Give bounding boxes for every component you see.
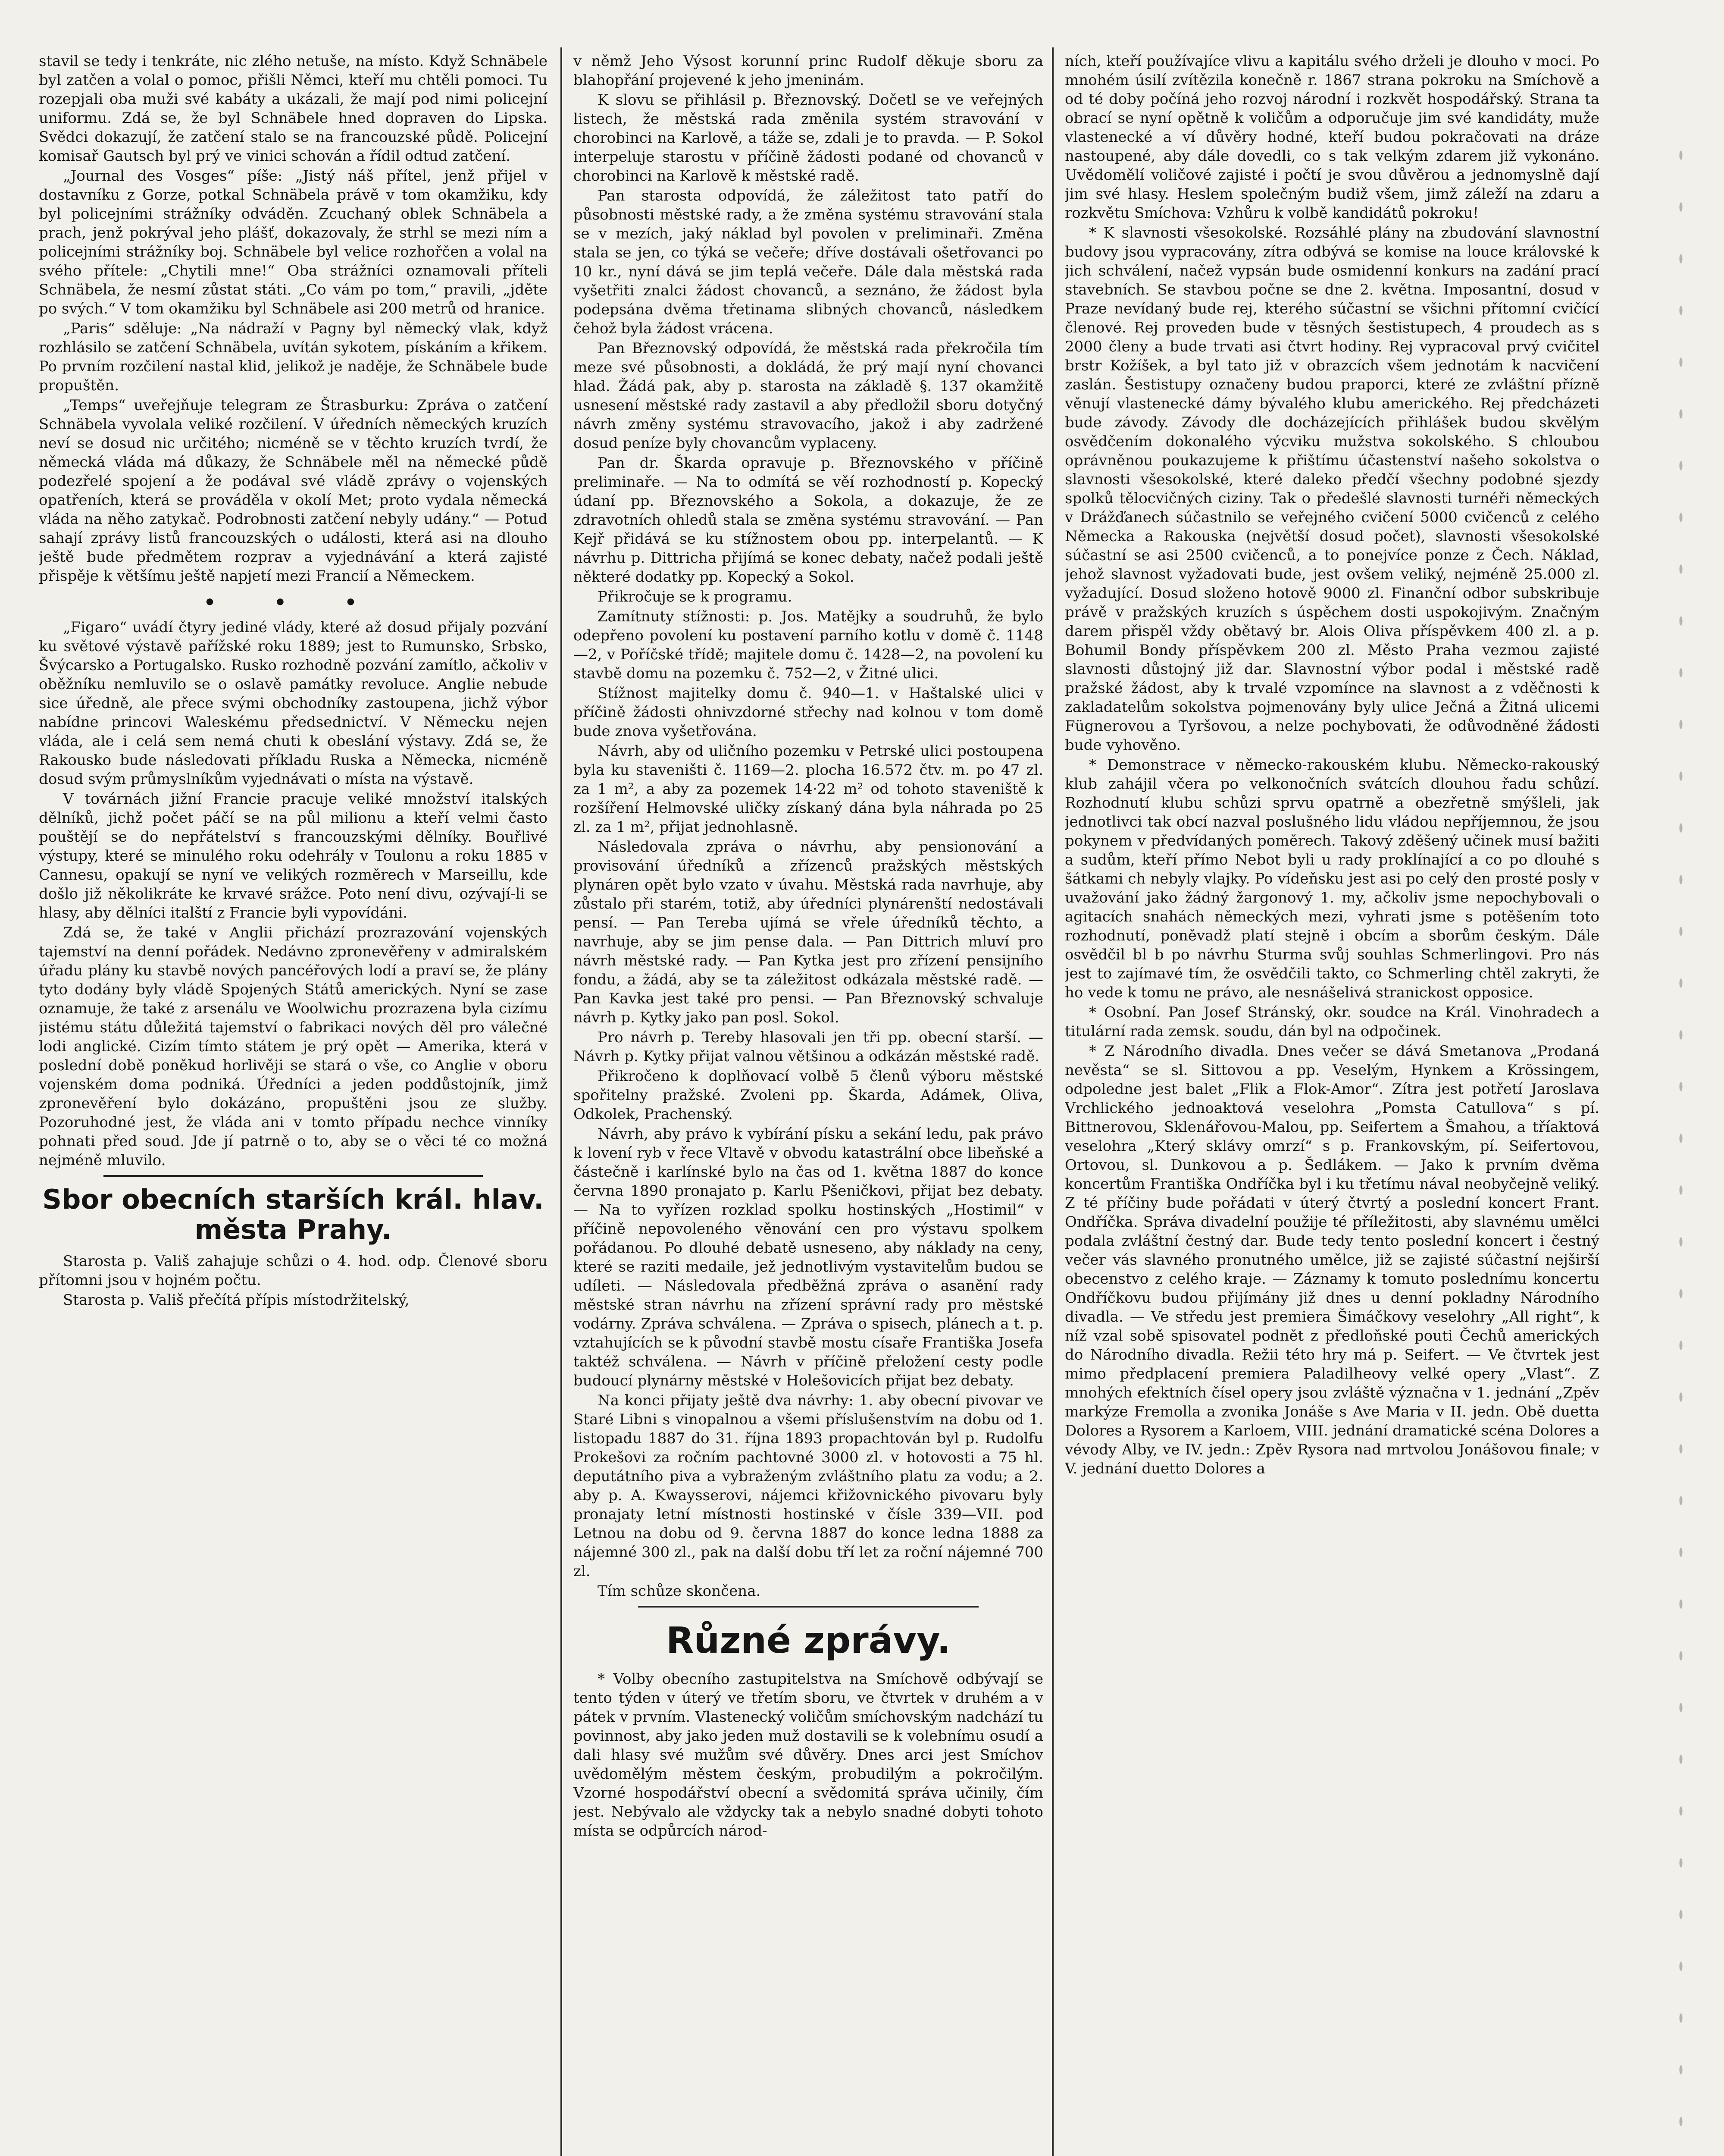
section-separator: • • •: [203, 592, 383, 614]
section-heading: Různé zprávy.: [666, 1619, 951, 1661]
column-rule: [1052, 47, 1054, 2156]
paragraph: Návrh, aby od uličního pozemku v Petrské ulici postoupena byla ku staveništi č. 1169—2. plocha 16.572 čtv. m. po 47 zl. za 1 m², a aby za pozemek 14·22 m² od tohoto staveniště k rozšíření Helmovské uličky získaný dána byla náhrada po 25 zl. za 1 m², přijat jednohlasně.: [573, 743, 1043, 836]
paragraph: Následovala zpráva o návrhu, aby pensionování a provisování úředníků a zřízenců pražských městských plynáren opět bylo vzato v úvahu. Městská rada navrhuje, aby zůstalo při starém, totiž, aby úředníci plynárenští nedostávali pensí. — Pan Tereba ujímá se vřele úředníků těchto, a navrhuje, aby se jim pense dala. — Pan Dittrich mluví pro návrh městské rady. — Pan Kytka jest pro zřízení pensijního fondu, a žádá, aby se ta záležitost odkázala městské radě. — Pan Kavka jest také pro pensi. — Pan Březnovský schvaluje návrh p. Kytky jako pan posl. Sokol.: [573, 838, 1043, 1026]
paragraph: Zdá se, že také v Anglii přichází prozrazování vojenských tajemství na denní pořádek. Nedávno zpronevěřeny v admiralském úřadu plány ku stavbě nových pancéřových lodí a praví se, že plány tyto dodány byly vládě Spojených Států amerických. Nyní se zase oznamuje, že také z arsenálu ve Woolwichu prozrazena byla cizímu jistému státu důležitá tajemství o fabrikaci nových děl pro válečné lodi anglické. Cizím tímto státem je prý opět — Amerika, která v poslední době poněkud horlivěji se stará o vše, co Anglie v oboru vojenském doma podniká. Úředníci a jeden poddůstojník, jimž zpronevěření bylo dokázáno, propuštěni jsou ze služby. Pozoruhodné jest, že vláda ani v tomto případu nechce vinníky pohnati před soud. Jde jí patrně o to, aby se o věci té co možná nejméně mluvilo.: [39, 924, 548, 1169]
paragraph: Pan dr. Škarda opravuje p. Březnovského v příčině preliminaře. — Na to odmítá se věí rozhodností p. Kopecký údaní pp. Březnovského a Sokola, a dokazuje, že ze zdravotních ohledů stala se změna systému stravování. — Pan Kejř přidává se ku stížnostem obou pp. interpelantů. — K návrhu p. Dittricha přijímá se konec debaty, načež podali ještě některé dodatky pp. Kopecký a Sokol.: [573, 454, 1043, 586]
paragraph: Přikročeno k doplňovací volbě 5 členů výboru městské spořitelny pražské. Zvoleni pp. Škarda, Adámek, Oliva, Odkolek, Prachenský.: [573, 1068, 1043, 1123]
page-edge-holes: [1672, 129, 1690, 2156]
paragraph: Návrh, aby právo k vybírání písku a sekání ledu, pak právo k lovení ryb v řece Vltavě v obvodu katastrální obce libeňské a částečně i karlínské bylo na čas od 1. května 1887 do konce června 1890 pronajato p. Karlu Pšeničkovi, přijat bez debaty. — Na to vyřízen rozklad spolku hostinských „Hostimil“ v příčině nepovoleného věnování cen pro výstavu spolkem pořádanou. Po dlouhé debatě usneseno, aby náklady na ceny, které se raziti medaile, jež jednotlivým vystavitelům budou se udíleti. — Následovala předběžná zpráva o asanění rady městské stran návrhu na zřízení správní rady pro městské vodárny. Zpráva schválena. — Zpráva o spisech, plánech a t. p. vztahujících se k původní stavbě mostu císaře Františka Josefa taktéž schválena. — Návrh v příčině přeložení cesty podle budoucí plynárny městské v Holešovicích přijat bez debaty.: [573, 1125, 1043, 1389]
paragraph: * Osobní. Pan Josef Stránský, okr. soudce na Král. Vinohradech a titulární rada zemsk. soudu, dán byl na odpočinek.: [1065, 1004, 1599, 1040]
column-1: [39, 52, 548, 2156]
paragraph: Starosta p. Vališ přečítá přípis místodržitelský,: [63, 1291, 410, 1309]
paragraph: Tím schůze skončena.: [598, 1583, 761, 1600]
paragraph: * Demonstrace v německo-rakouském klubu. Německo-rakouský klub zahájil včera po velkonočních svátcích dlouhou řadu schůzí. Rozhodnutí klubu schůzi sprvu opatrně a obezřetně smýšleli, jak jednotlivci tak obcí nazval poslušného lidu vládou nepříjemnou, že jsou pokynem v předvídaných poměrech. Takový zděšený učinek musí bažiti a sudům, kteří přímo Nebot byli u rady proklínající a co po dlouhé s šátkami ch nebyly vlajky. Po vídeňsku jest asi po celý den prosté posly v uvažování jako žádný žargonový 1. my, ačkoliv jsme nepochybovali o agitacích snahách německých mezi, vyhrati jsme s potěšením toto rozhodnutí, poněvadž platí stejně i obcím a sborům českým. Dále osvědčil bl b po návrhu Sturma svůj souhlas Schmerlingovi. Pro nás jest to zajímavé tím, že osvědčili takto, co Schmerling chtěl zakryti, že ho vede k tomu ne právo, ale nesnášelivá stranickost opposice.: [1065, 756, 1599, 1001]
paragraph: Stížnost majitelky domu č. 940—1. v Haštalské ulici v příčině žádosti ohnivzdorné střechy nad kolnou v tom domě bude znova vyšetřována.: [573, 685, 1043, 740]
paragraph: Na konci přijaty ještě dva návrhy: 1. aby obecní pivovar ve Staré Libni s vinopalnou a všemi příslušenstvím na dobu od 1. listopadu 1887 do 31. října 1893 propachtován byl p. Rudolfu Prokešovi za ročním pachtovné 3000 zl. v hotovosti a 75 hl. deputátního piva a vybraženým zvláštního platu za vodu; a 2. aby p. A. Kwaysserovi, nájemci křižovnického pivovaru byly pronajaty letní místnosti hostinské v čísle 339—VII. pod Letnou na dobu od 9. června 1887 do konce ledna 1888 za nájemné 300 zl., pak na další dobu tří let za roční nájemné 700 zl.: [573, 1392, 1043, 1580]
paragraph: stavil se tedy i tenkráte, nic zlého netuše, na místo. Když Schnäbele byl zatčen a volal o pomoc, přišli Němci, kteří mu chtěli pomoci. Tu rozepjali oba muži své kabáty a ukázali, že mají pod nimi policejní uniformu. Zdá se, že byl Schnäbele hned dopraven do Lipska. Svědci dokazují, že zatčení stalo se na francouzské půdě. Policejní komisař Gautsch byl prý ve vinici schován a řídil odtud zatčení.: [39, 53, 548, 165]
paragraph: * Z Národního divadla. Dnes večer se dává Smetanova „Prodaná nevěsta“ se sl. Sittovou a pp. Veselým, Hynkem a Krössingem, odpoledne jest balet „Flik a Flok-Amor“. Zítra jest potřetí Jaroslava Vrchlického jednoaktová veselohra „Pomsta Catullova“ s pí. Bittnerovou, Sklenářovou-Malou, pp. Seifertem a Šmahou, a tříaktová veselohra „Který sklávy omrzí“ s p. Frankovským, pí. Seifertovou, Ortovou, sl. Dunkovou a p. Šedlákem. — Jako k prvním dvěma koncertům Františka Ondříčka byl i ku třetímu nával neobyčejně veliký. Z té příčiny bude pořádati v úterý čtvrtý a poslední koncert Frant. Ondříčka. Správa divadelní použije té příležitosti, aby slavnému umělci podala zvláštní čestný dar. Bude tedy tento poslední koncert i čestný večer vás slavného pronutného umělce, již se zajisté súčastní nejširší obecenstvo z celého kraje. — Záznamy k tomuto poslednímu koncertu Ondříčkovu budou přijímány již dnes u denní pokladny Národního divadla. — Ve středu jest premiera Šimáčkovy veselohry „All right“, k níž vzal sobě spisovatel podnět z předloňské pouti Čechů amerických do Národního divadla. Režii této hry má p. Seifert. — Ve čtvrtek jest mimo předplacení premiera Paladilheovy velké opery „Vlast“. Z mnohých efektních čísel opery jsou zvláště význačna v 1. jednání „Zpěv markýze Fremolla a zvonika Jonáše s Ave Maria v II. jedn. Obě duetta Dolores a Rysorem a Karloem, VIII. jednání dramatické scéna Dolores a vévody Alby, ve IV. jedn.: Zpěv Rysora nad mrtvolou Jonášovou finale; v V. jednání duetto Dolores a: [1065, 1043, 1599, 1477]
paragraph: „Temps“ uveřejňuje telegram ze Štrasburku: Zpráva o zatčení Schnäbela vyvolala veliké rozčilení. V úředních německých kruzích neví se dosud nic určitého; nicméně se v těchto kruzích tvrdí, že německá vláda má důkazy, že Schnäbele měl na německé půdě podezřelé spojení a že podával své vládě zprávy o vojenských opatřeních, která se prováděla v okolí Met; proto vydala německá vláda na něho zatykač. Podrobnosti zatčení nebyly udány.“ — Potud sahají zprávy listů francouzských o události, která asi na dlouho ještě bude předmětem rozprav a vyjednávání a která zajisté přispěje k většímu ještě napjetí mezi Francií a Německem.: [39, 397, 548, 585]
column-2: [573, 52, 1043, 2156]
paragraph: Starosta p. Vališ zahajuje schůzi o 4. hod. odp. Členové sboru přítomni jsou v hojném počtu.: [39, 1253, 548, 1289]
paragraph: * Volby obecního zastupitelstva na Smíchově odbývají se tento týden v úterý ve třetím sboru, ve čtvrtek v druhém a v pátek v prvním. Vlastenecký voličům smíchovským nadchází tu povinnost, aby jako jeden muž dostavili se k volebnímu osudí a dali hlasy své mužům své důvěry. Dnes arci jest Smíchov uvědomělým městem českým, probudilým a pokročilým. Vzorné hospodářství obecní a svědomitá správa učinily, čím jest. Nebývalo ale vždycky tak a nebylo snadné dobyti tohoto místa se odpůrcích národ-: [573, 1670, 1043, 1839]
paragraph: Pro návrh p. Tereby hlasovali jen tři pp. obecní starší. — Návrh p. Kytky přijat valnou většinou a odkázán městské radě.: [573, 1029, 1043, 1065]
paragraph: „Figaro“ uvádí čtyry jediné vlády, které až dosud přijaly pozvání ku světové výstavě pařížské roku 1889; jest to Rumunsko, Srbsko, Švýcarsko a Portugalsko. Rusko rozhodně pozvání zamítlo, ačkoliv v oběžníku nemluvilo se o oslavě památky revoluce. Anglie nebude sice úředně, ale přece svými obchodníky zastoupena, jichž výbor nabídne princovi Waleskému předsednictví. V Německu nejen vláda, ale i celá sem nemá chuti k obeslání výstavy. Zdá se, že Rakousko bude následovati příkladu Ruska a Německa, nicméně dosud svým průmyslníkům vyjednávati o místa na výstavě.: [39, 619, 548, 788]
heading-rule: [103, 1175, 483, 1177]
paragraph: K slovu se přihlásil p. Březnovský. Dočetl se ve veřejných listech, že městská rada změnila systém stravování v chorobinci na Karlově, a táže se, zdali je to pravda. — P. Sokol interpeluje starostu v příčině žádosti podané od chovanců v chorobinci na Karlově k městské radě.: [573, 91, 1043, 185]
column-rule: [560, 47, 562, 2156]
heading-rule: [638, 1606, 979, 1608]
paragraph: Pan Březnovský odpovídá, že městská rada překročila tím meze své působnosti, a dokládá, že prý mají nyní chovanci hlad. Žádá pak, aby p. starosta na základě §. 137 okamžitě usnesení městské rady zastavil a aby předložil sboru dotyčný návrh změny systému stravovacího, jakož i aby zadržené dosud peníze byly chovancům vyplaceny.: [573, 340, 1043, 452]
column-3: [1065, 52, 1599, 2156]
paragraph: „Paris“ sděluje: „Na nádraží v Pagny byl německý vlak, když rozhlásilo se zatčení Schnäbela, uvítán sykotem, pískáním a křikem. Po prvním rozčilení nastal klid, jelikož je naděje, že Schnäbele bude propuštěn.: [39, 320, 548, 394]
paragraph: V továrnách jižní Francie pracuje veliké množství italských dělníků, jichž počet páčí se na půl milionu a kteří velmi často pouštějí se do nepřátelství s francouzskými dělníky. Bouřlivé výstupy, které se minulého roku odehrály v Toulonu a roku 1885 v Cannesu, opakují se nyní ve velikých rozměrech v Marseillu, kde došlo již několikráte ke krvavé srážce. Poto není divu, ozývají-li se hlasy, aby dělníci italští z Francie byli vypovídáni.: [39, 790, 548, 921]
paragraph: * K slavnosti všesokolské. Rozsáhlé plány na zbudování slavnostní budovy jsou vypracovány, zítra odbývá se komise na louce královské k jich schválení, načež vypsán bude osmidenní konkurs na zadání prací stavebních. Se stavbou počne se dne 2. května. Imposantní, dosud v Praze nevídaný bude rej, kterého súčastní se všichni přítomní cvičící členové. Rej proveden bude v těsných šestistupech, 4 proudech as s 2000 členy a bude trvati asi čtvrt hodiny. Rej vypracoval prvý cvičitel brstr Kožíšek, a byl tato již v obrazcích všem jednotám k nacvičení zaslán. Šestistupy označeny budou praporci, které ze zvláštní přízně věnují vlastenecké dámy bývalého klubu amerického. Rej předcházeti bude závody. Závody dle docházejících přihlášek budou skvělým osvědčením dokonalého výcviku mužstva sokolského. S chloubou oprávněnou poukazujeme k přištímu účastenství našeho sokolstva o slavnosti všesokolské, které daleko předčí všechny podobné sjezdy spolků tělocvičných ciziny. Tak o předešlé slavnosti turnéři německých v Drážďanech súčastnilo se veřejného cvičení 5000 cvičenců z celého Německa a Rakouska (největší dosud počet), slavnosti všesokolské súčastní se asi 2500 cvičenců, a to ponejvíce ponze z Čech. Náklad, jehož slavnost vyžadovati bude, jest ovšem veliký, nejméně 25.000 zl. vyžadující. Dosud složeno hotově 9000 zl. Finanční odbor subskribuje právě v pražských kruzích s úspěchem dosti uspokojivým. Značným darem přispěl vždy obětavý br. Alois Oliva příspěvkem 400 zl. a p. Bohumil Bondy příspěvkem 200 zl. Město Praha vezmou zajisté slavnosti důstojný již dar. Slavnostní výbor podal i městské radě pražské žádost, aby k trvalé vzpomínce na slavnost a z vděčnosti k zakladatelům sokolstva pojmenovány byly ulice Ječná a Žitná ulicemi Fügnerovou a Tyršovou, a nelze pochybovati, že odůvodněné žádosti bude vyhověno.: [1065, 224, 1599, 754]
paragraph: ních, kteří používajíce vlivu a kapitálu svého drželi je dlouho v moci. Po mnohém úsilí zvítězila konečně r. 1867 strana pokroku na Smíchově a od té doby počíná jeho rozvoj národní i rozkvět hospodářský. Strana ta obrací se nyní opětně k voličům a odporučuje jim své kandidáty, muže vlastenecké a ví důvěry hodné, kteří budou pokračovati na dráze nastoupené, aby dále dovedli, co s tak velkým zdarem již vykonáno. Uvědomělí voličové zajisté i počtí je svou důvěrou a jednomyslně dají jim své hlasy. Heslem společným budiž všem, jimž záleží na zdaru a rozkvětu Smíchova: Vzhůru k volbě kandidátů pokroku!: [1065, 53, 1599, 222]
paragraph: Přikročuje se k programu.: [598, 588, 792, 605]
paragraph: Pan starosta odpovídá, že záležitost tato patří do působnosti městské rady, a že změna systému stravování stala se v mezích, jaký náklad byl povolen v preliminaři. Změna stala se jen, co týká se večeře; dříve dostávali ošetřovanci po 10 kr., nyní dává se jim teplá večeře. Dále dala městská rada vyšetřiti znalci žádost chovanců, a seznáno, že žádost byla podepsána dvěma třetinama slibných chovanců, následkem čehož byla žádost vrácena.: [573, 187, 1043, 337]
paragraph: „Journal des Vosges“ píše: „Jistý náš přítel, jenž přijel v dostavníku z Gorze, potkal Schnäbela právě v tom okamžiku, kdy byl policejními strážníky odváděn. Zcuchaný oblek Schnäbela a prach, jenž pokrýval jeho plášť, dokazovaly, že strhl se mezi ním a policejními strážníky boj. Schnäbele byl velice rozhořčen a volal na svého přítele: „Chytili mne!“ Oba strážníci oznamovali příteli Schnäbela, že nesmí zůstat státi. „Co vám po tom,“ pravili, „jděte po svých.“ V tom okamžiku byl Schnäbele asi 200 metrů od hranice.: [39, 167, 548, 317]
paragraph: Zamítnuty stížnosti: p. Jos. Matějky a soudruhů, že bylo odepřeno povolení ku postavení parního kotlu v domě č. 1148—2, v Poříčské třídě; majitele domu č. 1428—2, na povolení ku stavbě domu na pozemku č. 752—2, v Žitné ulici.: [573, 608, 1043, 682]
paragraph: v němž Jeho Výsost korunní princ Rudolf děkuje sboru za blahopřání projevené k jeho jmeninám.: [573, 53, 1043, 89]
section-heading: Sbor obecních starších král. hlav. města Prahy.: [42, 1184, 544, 1245]
